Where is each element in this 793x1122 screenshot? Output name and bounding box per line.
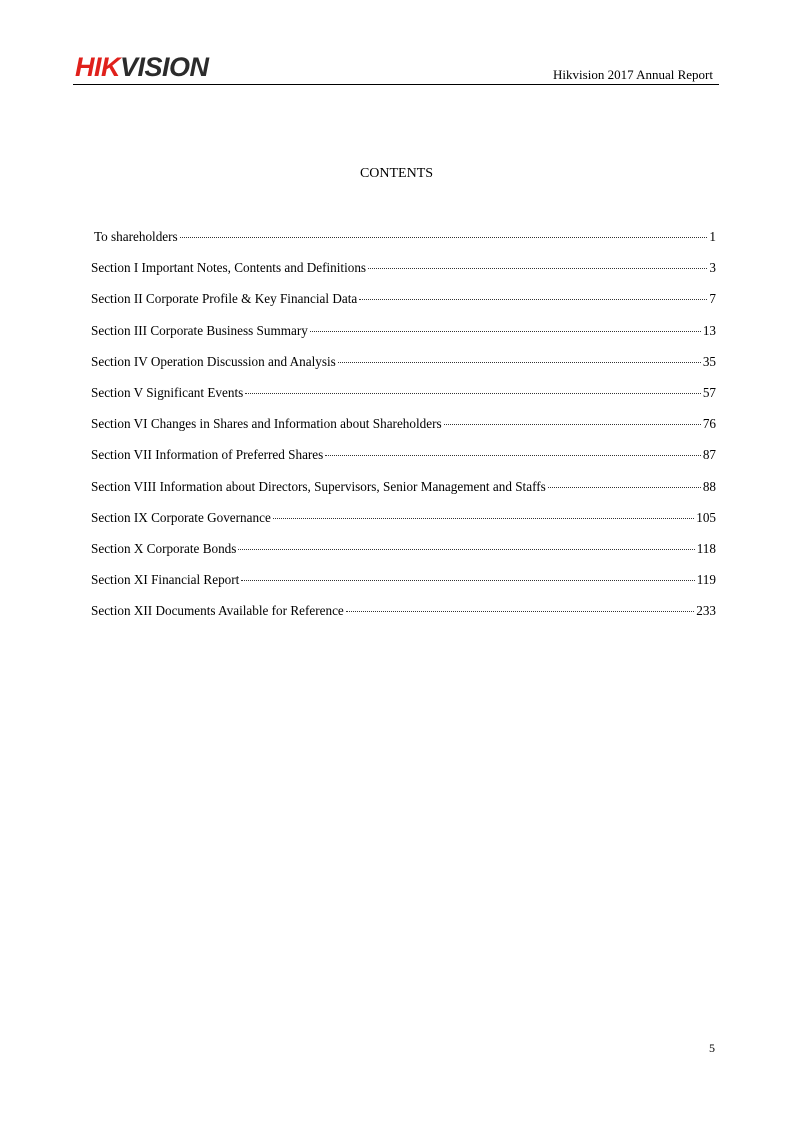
toc-entry-page: 88 [702,478,716,494]
logo-text-vision: VISION [120,52,209,82]
toc-entry-page: 35 [702,353,716,369]
toc-entry[interactable] [91,478,716,509]
toc-entry[interactable] [91,602,716,633]
toc-entry-title: Section XII Documents Available for Reference [91,603,344,619]
toc-entry-title: Section IV Operation Discussion and Analysis [91,353,336,369]
toc-entry-title: Section VII Information of Preferred Shares [91,447,324,463]
toc-dot-leader [325,455,701,456]
toc-entry-title: Section XI Financial Report [91,572,240,588]
toc-entry-page: 76 [702,416,716,432]
toc-dot-leader [310,331,701,332]
toc-entry[interactable] [91,540,716,571]
toc-entry[interactable] [91,228,716,259]
toc-entry-title: Section VI Changes in Shares and Information about Shareholders [91,416,442,432]
toc-entry-title: Section X Corporate Bonds [91,540,237,556]
toc-entry-page: 57 [702,384,716,400]
toc-dot-leader [346,611,694,612]
toc-entry[interactable] [91,571,716,602]
toc-entry-title: Section V Significant Events [91,384,244,400]
toc-entry-title: Section III Corporate Business Summary [91,322,308,338]
toc-dot-leader [444,424,701,425]
toc-entry-page: 87 [702,447,716,463]
toc-entry[interactable] [91,415,716,446]
toc-entry[interactable] [91,322,716,353]
toc-entry[interactable] [91,259,716,290]
toc-dot-leader [180,237,708,238]
table-of-contents [91,228,716,633]
toc-entry-title: Section I Important Notes, Contents and Definitions [91,260,367,276]
logo-text-hik: HIK [75,52,120,82]
toc-entry[interactable] [91,446,716,477]
toc-dot-leader [368,268,707,269]
toc-entry[interactable] [91,509,716,540]
toc-entry-page: 119 [696,572,716,588]
toc-dot-leader [273,518,694,519]
toc-entry-page: 7 [709,291,716,307]
toc-entry[interactable] [91,290,716,321]
toc-entry-title: Section IX Corporate Governance [91,509,271,525]
page-header [73,52,719,85]
toc-dot-leader [238,549,694,550]
toc-entry-page: 3 [709,260,716,276]
toc-entry-page: 1 [709,229,716,244]
toc-entry[interactable] [91,353,716,384]
toc-entry-page: 118 [696,540,716,556]
toc-dot-leader [241,580,694,581]
contents-heading: CONTENTS [359,166,434,181]
hikvision-logo [75,52,209,82]
toc-dot-leader [548,487,701,488]
toc-dot-leader [338,362,701,363]
toc-entry-page: 105 [696,509,716,525]
toc-dot-leader [359,299,707,300]
toc-entry-title: Section II Corporate Profile & Key Financial Data [91,291,358,307]
toc-entry-title: Section VIII Information about Directors, Supervisors, Senior Management and Staffs [91,478,546,494]
page-number: 5 [709,1041,715,1055]
report-title: Hikvision 2017 Annual Report [553,67,713,82]
toc-dot-leader [245,393,701,394]
toc-entry[interactable] [91,384,716,415]
toc-entry-title: To shareholders [94,229,178,244]
toc-entry-page: 13 [702,322,716,338]
toc-entry-page: 233 [696,603,716,619]
